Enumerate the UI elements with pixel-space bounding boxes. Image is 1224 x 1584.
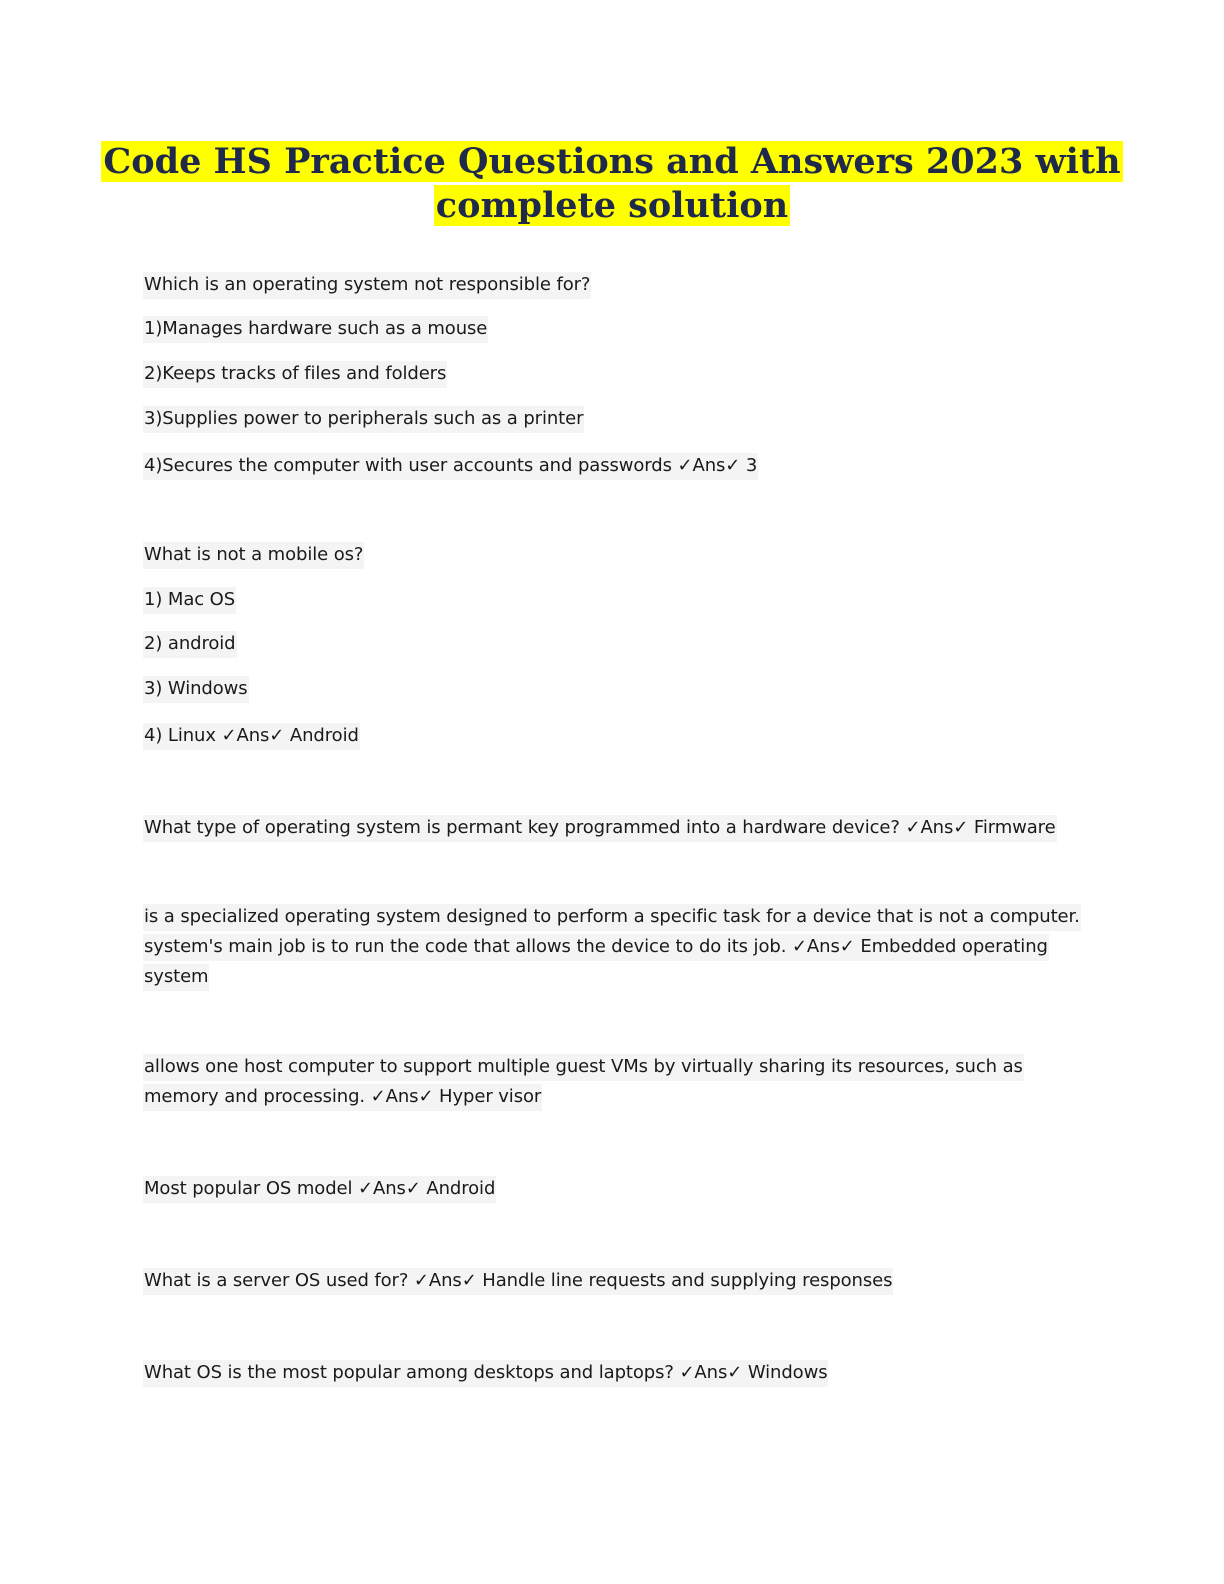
question-5-line-2: memory and processing. ✓Ans✓ Hyper visor	[143, 1082, 542, 1112]
question-8: What OS is the most popular among desktops and laptops? ✓Ans✓ Windows	[143, 1358, 828, 1388]
question-3: What type of operating system is permant key programmed into a hardware device? ✓Ans✓ Firmware	[143, 813, 1057, 843]
question-1-option-3: 3)Supplies power to peripherals such as a printer	[143, 404, 584, 434]
question-2-option-1: 1) Mac OS	[143, 585, 236, 615]
question-4-line-3: system	[143, 962, 209, 992]
question-2: What is not a mobile os?	[143, 540, 364, 570]
question-4-line-1: is a specialized operating system designed to perform a specific task for a device that is not a computer.	[143, 902, 1081, 932]
question-5-line-1: allows one host computer to support multiple guest VMs by virtually sharing its resources, such as	[143, 1052, 1024, 1082]
question-2-option-2: 2) android	[143, 629, 237, 659]
question-2-option-4-answer: 4) Linux ✓Ans✓ Android	[143, 721, 360, 751]
question-7: What is a server OS used for? ✓Ans✓ Handle line requests and supplying responses	[143, 1266, 893, 1296]
question-4-line-2: system's main job is to run the code that allows the device to do its job. ✓Ans✓ Embedded operating	[143, 932, 1049, 962]
title-line-2: complete solution	[435, 185, 789, 226]
question-1-option-4-answer: 4)Secures the computer with user accounts and passwords ✓Ans✓ 3	[143, 451, 758, 481]
question-1-option-2: 2)Keeps tracks of files and folders	[143, 359, 447, 389]
document-title	[0, 140, 1224, 228]
question-1: Which is an operating system not responsible for?	[143, 270, 591, 300]
question-2-option-3: 3) Windows	[143, 674, 249, 704]
question-6: Most popular OS model ✓Ans✓ Android	[143, 1174, 496, 1204]
question-1-option-1: 1)Manages hardware such as a mouse	[143, 314, 488, 344]
title-line-1: Code HS Practice Questions and Answers 2023 with	[103, 141, 1121, 182]
